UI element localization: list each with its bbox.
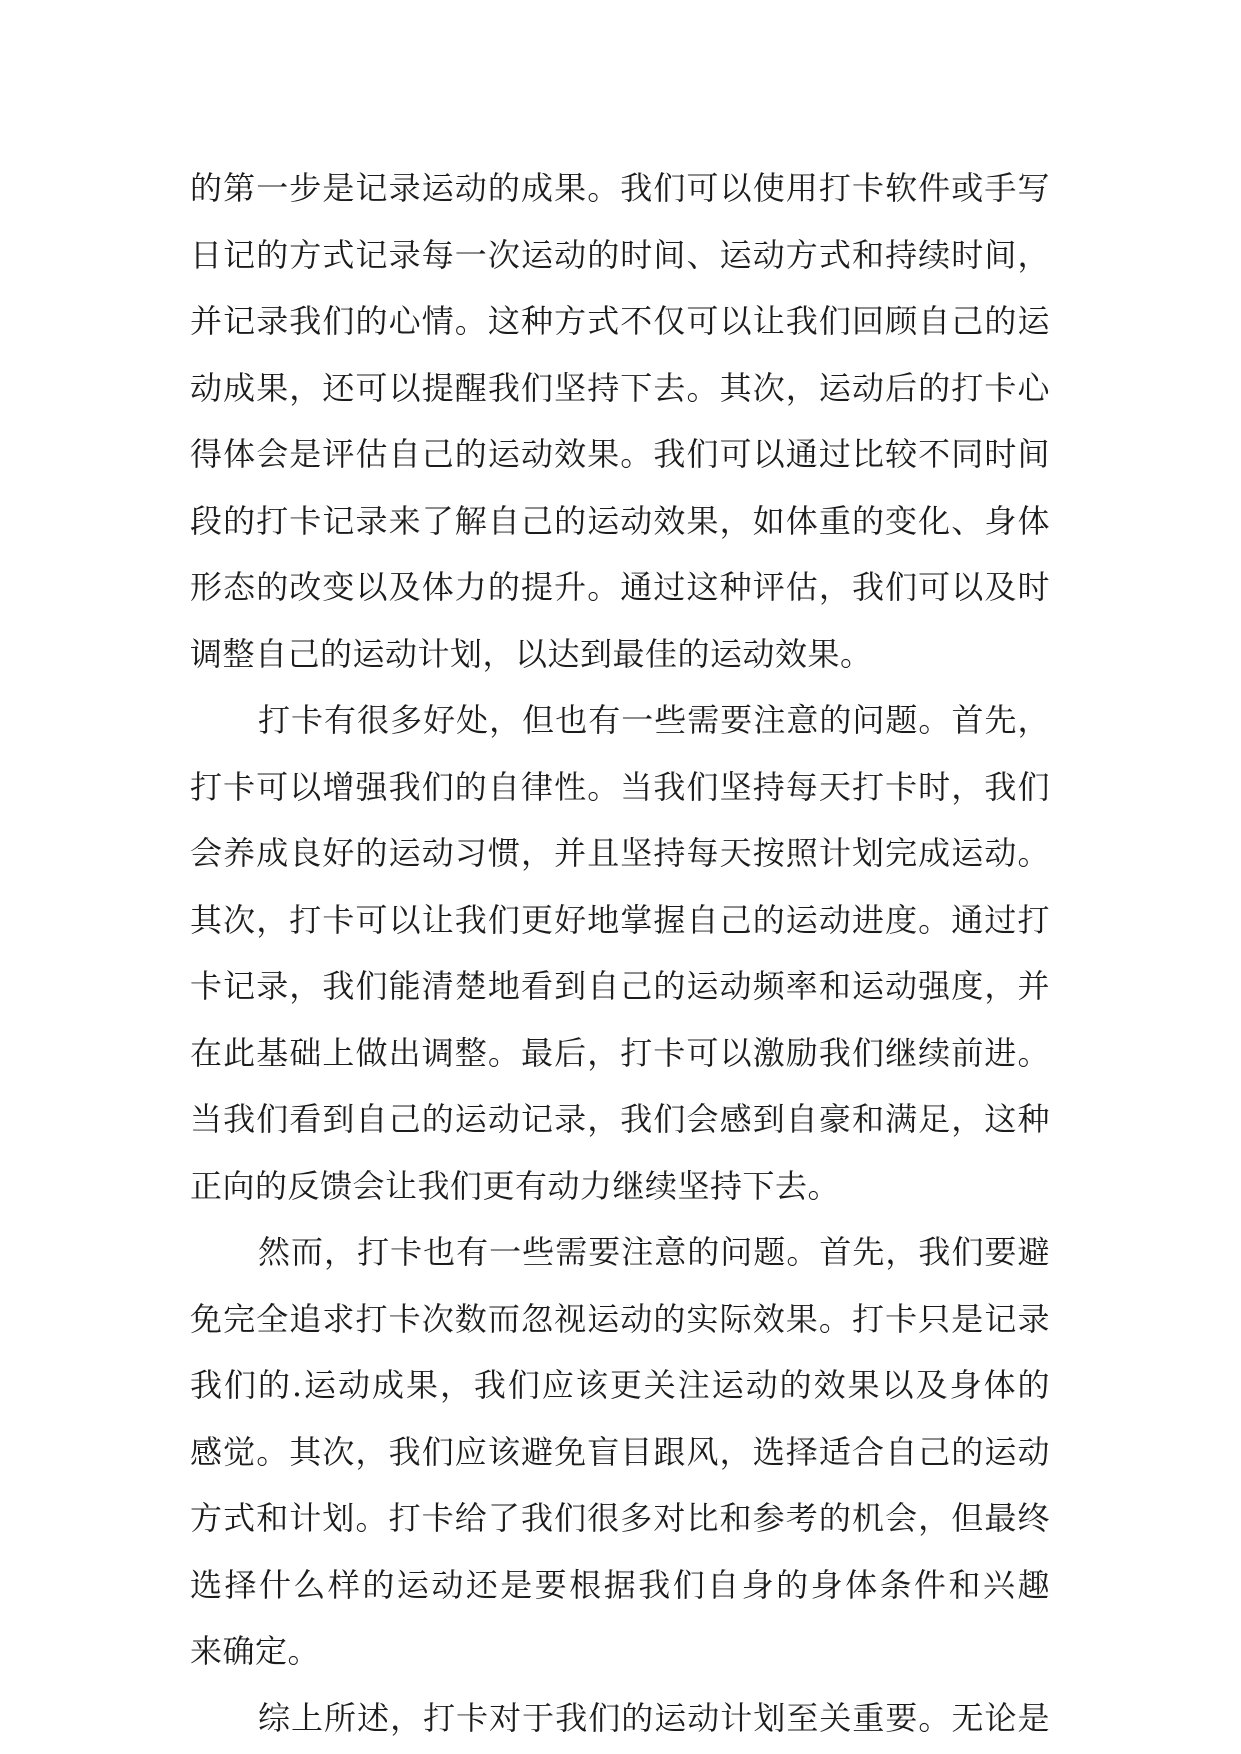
text-line: 免完全追求打卡次数而忽视运动的实际效果。打卡只是记录 — [190, 1299, 1050, 1338]
paragraph-start-line: 综上所述，打卡对于我们的运动计划至关重要。无论是 — [258, 1698, 1050, 1737]
paragraph-end-line: 调整自己的运动计划，以达到最佳的运动效果。 — [190, 634, 873, 673]
paragraph-end-line: 正向的反馈会让我们更有动力继续坚持下去。 — [190, 1166, 841, 1205]
text-line: 形态的改变以及体力的提升。通过这种评估，我们可以及时 — [190, 568, 1050, 606]
text-line: 会养成良好的运动习惯，并且坚持每天按照计划完成运动。 — [190, 834, 1050, 872]
text-line: 的第一步是记录运动的成果。我们可以使用打卡软件或手写 — [190, 169, 1050, 207]
text-line: 选择什么样的运动还是要根据我们自身的身体条件和兴趣 — [190, 1565, 1050, 1604]
paragraph-start-line: 然而，打卡也有一些需要注意的问题。首先，我们要避 — [258, 1233, 1050, 1271]
text-line: 动成果，还可以提醒我们坚持下去。其次，运动后的打卡心 — [190, 368, 1050, 407]
text-line: 当我们看到自己的运动记录，我们会感到自豪和满足，这种 — [190, 1100, 1050, 1138]
text-line: 得体会是评估自己的运动效果。我们可以通过比较不同时间 — [190, 435, 1050, 473]
body-text — [190, 155, 1050, 1751]
text-line: 感觉。其次，我们应该避免盲目跟风，选择适合自己的运动 — [190, 1432, 1050, 1471]
text-line: 其次，打卡可以让我们更好地掌握自己的运动进度。通过打 — [190, 900, 1050, 939]
text-line: 卡记录，我们能清楚地看到自己的运动频率和运动强度，并 — [190, 967, 1050, 1005]
text-line: 打卡可以增强我们的自律性。当我们坚持每天打卡时，我们 — [190, 767, 1050, 806]
text-line: 我们的.运动成果，我们应该更关注运动的效果以及身体的 — [190, 1366, 1050, 1404]
text-line: 方式和计划。打卡给了我们很多对比和参考的机会，但最终 — [190, 1499, 1050, 1537]
text-line: 段的打卡记录来了解自己的运动效果，如体重的变化、身体 — [190, 501, 1050, 540]
text-line: 在此基础上做出调整。最后，打卡可以激励我们继续前进。 — [190, 1033, 1050, 1072]
paragraph-end-line: 来确定。 — [190, 1632, 321, 1670]
text-line: 日记的方式记录每一次运动的时间、运动方式和持续时间， — [190, 235, 1050, 274]
text-line: 并记录我们的心情。这种方式不仅可以让我们回顾自己的运 — [190, 302, 1050, 340]
paragraph-start-line: 打卡有很多好处，但也有一些需要注意的问题。首先， — [258, 701, 1050, 739]
